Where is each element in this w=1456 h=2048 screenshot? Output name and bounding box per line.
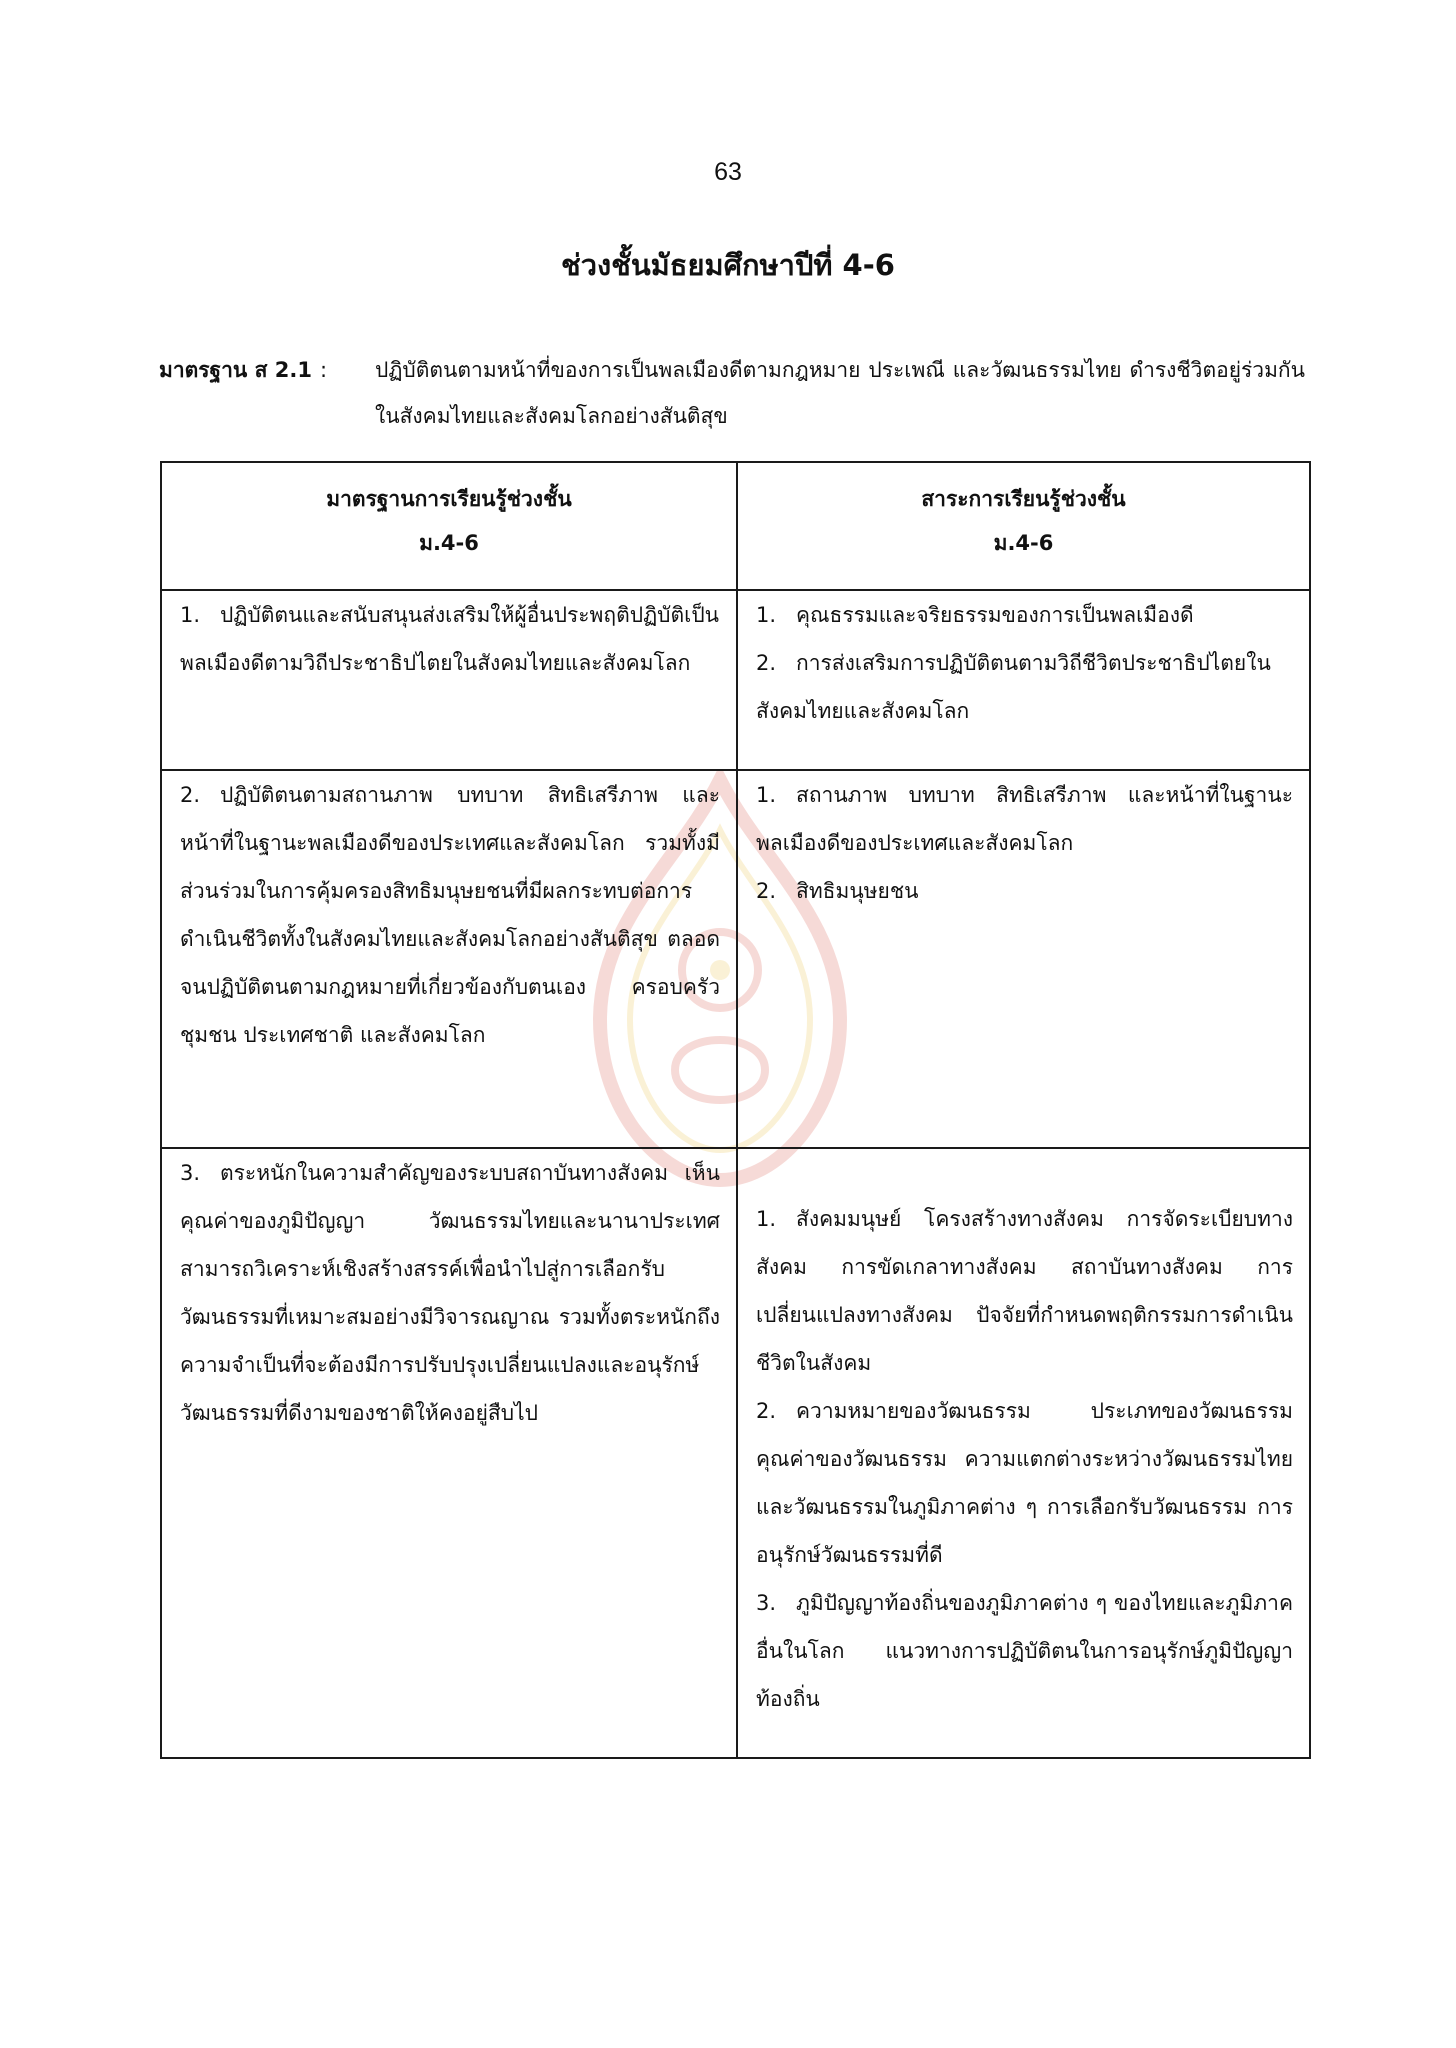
- header-line: สาระการเรียนรู้ช่วงชั้น: [921, 487, 1126, 511]
- item-number: 2.: [756, 1399, 777, 1423]
- item-number: 3.: [756, 1591, 777, 1615]
- header-line: ม.4-6: [993, 531, 1054, 555]
- item-text: สิทธิมนุษยชน: [796, 879, 919, 903]
- list-item: [756, 1579, 1293, 1723]
- list-item: [180, 771, 720, 1059]
- table-header-row: [161, 462, 1310, 590]
- table-row: [161, 770, 1310, 1148]
- list-item: [756, 867, 1293, 915]
- item-text: ตระหนักในความสำคัญของระบบสถาบันทางสังคม เห็นคุณค่าของภูมิปัญญา วัฒนธรรมไทยและนานาประเทศ สามารถวิเคราะห์เชิงสร้างสรรค์เพื่อนำไปสู่การเลือกรับวัฒนธรรมที่เหมาะสมอย่างมีวิจารณญาณ รวมทั้งตระหนักถึงความจำเป็นที่จะต้องมีการปรับปรุงเปลี่ยนแปลงและอนุรักษ์วัฒนธรรมที่ดีงามของชาติให้คงอยู่สืบไป: [180, 1161, 720, 1425]
- standard-cell: [161, 1148, 737, 1758]
- standards-table: [160, 461, 1311, 1759]
- item-number: 1.: [180, 603, 201, 627]
- list-item: [756, 1387, 1293, 1579]
- standard-label: [159, 347, 327, 393]
- list-item: [756, 1195, 1293, 1387]
- item-number: 2.: [180, 783, 201, 807]
- item-number: 2.: [756, 651, 777, 675]
- header-learning-content: [737, 462, 1310, 590]
- table-row: [161, 590, 1310, 770]
- item-number: 2.: [756, 879, 777, 903]
- standard-cell: [161, 770, 737, 1148]
- item-number: 1.: [756, 783, 777, 807]
- item-text: ปฏิบัติตนตามสถานภาพ บทบาท สิทธิเสรีภาพ และหน้าที่ในฐานะพลเมืองดีของประเทศและสังคมโลก รวมทั้งมีส่วนร่วมในการคุ้มครองสิทธิมนุษยชนที่มีผลกระทบต่อการดำเนินชีวิตทั้งในสังคมไทยและสังคมโลกอย่างสันติสุข ตลอดจนปฏิบัติตนตามกฎหมายที่เกี่ยวข้องกับตนเอง ครอบครัว ชุมชน ประเทศชาติ และสังคมโลก: [180, 783, 720, 1047]
- header-learning-standard: [161, 462, 737, 590]
- item-text: ภูมิปัญญาท้องถิ่นของภูมิภาคต่าง ๆ ของไทยและภูมิภาคอื่นในโลก แนวทางการปฏิบัติตนในการอนุรักษ์ภูมิปัญญาท้องถิ่น: [756, 1591, 1293, 1711]
- item-text: ปฏิบัติตนและสนับสนุนส่งเสริมให้ผู้อื่นประพฤติปฏิบัติเป็นพลเมืองดีตามวิถีประชาธิปไตยในสังคมไทยและสังคมโลก: [180, 603, 720, 675]
- header-line: ม.4-6: [419, 531, 479, 555]
- list-item: [756, 591, 1293, 639]
- page-title: ช่วงชั้นมัธยมศึกษาปีที่ 4-6: [561, 248, 895, 282]
- item-text: การส่งเสริมการปฏิบัติตนตามวิถีชีวิตประชาธิปไตยในสังคมไทยและสังคมโลก: [756, 651, 1271, 723]
- item-number: 3.: [180, 1161, 201, 1185]
- standard-code: มาตรฐาน ส 2.1: [159, 358, 312, 382]
- table-row: [161, 1148, 1310, 1758]
- list-item: [180, 1149, 720, 1437]
- list-item: [756, 639, 1293, 735]
- content-cell: [737, 590, 1310, 770]
- header-line: มาตรฐานการเรียนรู้ช่วงชั้น: [326, 487, 572, 511]
- content-cell: [737, 770, 1310, 1148]
- standard-separator: :: [319, 358, 328, 382]
- page-number: 63: [714, 158, 742, 186]
- item-number: 1.: [756, 603, 777, 627]
- standard-cell: [161, 590, 737, 770]
- standard-text: ปฏิบัติตนตามหน้าที่ของการเป็นพลเมืองดีตามกฎหมาย ประเพณี และวัฒนธรรมไทย ดำรงชีวิตอยู่ร่วมกันในสังคมไทยและสังคมโลกอย่างสันติสุข: [375, 358, 1305, 428]
- item-text: ความหมายของวัฒนธรรม ประเภทของวัฒนธรรม คุณค่าของวัฒนธรรม ความแตกต่างระหว่างวัฒนธรรมไทยและวัฒนธรรมในภูมิภาคต่าง ๆ การเลือกรับวัฒนธรรม การอนุรักษ์วัฒนธรรมที่ดี: [756, 1399, 1293, 1567]
- list-item: [756, 771, 1293, 867]
- item-text: สังคมมนุษย์ โครงสร้างทางสังคม การจัดระเบียบทางสังคม การขัดเกลาทางสังคม สถาบันทางสังคม การเปลี่ยนแปลงทางสังคม ปัจจัยที่กำหนดพฤติกรรมการดำเนินชีวิตในสังคม: [756, 1207, 1293, 1375]
- list-item: [180, 591, 720, 687]
- item-number: 1.: [756, 1207, 777, 1231]
- content-cell: [737, 1148, 1310, 1758]
- item-text: คุณธรรมและจริยธรรมของการเป็นพลเมืองดี: [796, 603, 1194, 627]
- item-text: สถานภาพ บทบาท สิทธิเสรีภาพ และหน้าที่ในฐานะพลเมืองดีของประเทศและสังคมโลก: [756, 783, 1293, 855]
